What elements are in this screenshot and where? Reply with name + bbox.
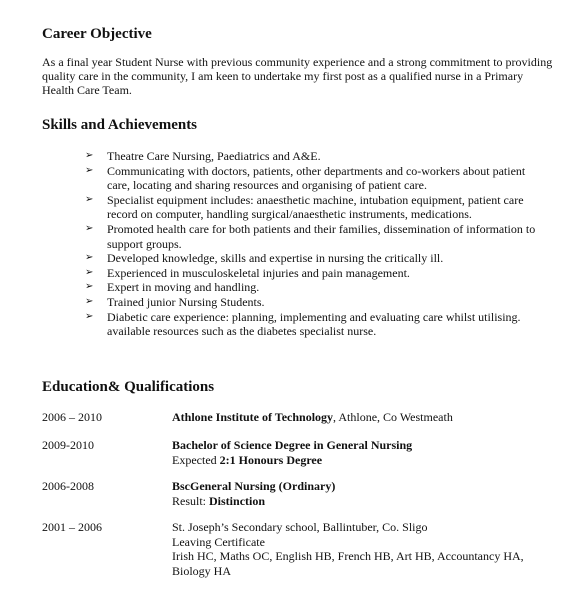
skills-list: [85, 149, 545, 339]
education-details: [172, 520, 562, 578]
skill-item: ➢ Communicating with doctors, patients, other departments and co-workers about patient care, locating and sharing resources and organising of patient care.: [85, 163, 526, 193]
education-details: [172, 410, 562, 425]
arrow-bullet-icon: ➢: [85, 252, 94, 264]
skill-item: ➢ Theatre Care Nursing, Paediatrics and A&E.: [85, 149, 321, 163]
skill-item: ➢ Diabetic care experience: planning, implementing and evaluating care whilst utilising. available resources such as the diabetes specialist nurse.: [85, 309, 521, 339]
subject-grades: Irish HC, Maths OC, English HB, French HB, Art HB, Accountancy HA,: [172, 549, 524, 563]
education-details: BscGeneral Nursing (Ordinary) Result: Distinction: [172, 479, 336, 508]
degree-result: Distinction: [209, 493, 266, 508]
arrow-bullet-icon: ➢: [85, 222, 94, 234]
arrow-bullet-icon: ➢: [85, 164, 94, 176]
career-objective-heading: Career Objective: [42, 26, 152, 42]
institution-location: , Athlone, Co Westmeath: [333, 410, 453, 424]
arrow-bullet-icon: ➢: [85, 193, 94, 205]
degree-result: 2:1 Honours Degree: [219, 452, 323, 467]
career-objective-text: As a final year Student Nurse with previous community experience and a strong commitment to providing quality care in the community, I am keen to undertake my first post as a qualified nurse in a Primary Health Care Team.: [42, 55, 553, 97]
arrow-bullet-icon: ➢: [85, 310, 94, 322]
arrow-bullet-icon: ➢: [85, 266, 94, 278]
degree-title: Bachelor of Science Degree in General Nursing: [172, 438, 413, 452]
qualification-name: Leaving Certificate: [172, 534, 265, 549]
school-name: St. Joseph’s Secondary school, Ballintuber, Co. Sligo: [172, 520, 428, 534]
education-dates: 2009-2010: [42, 438, 94, 452]
education-dates: 2006 – 2010: [42, 410, 102, 424]
subject-grades: Biology HA: [172, 563, 232, 578]
education-heading: Education& Qualifications: [42, 379, 215, 395]
education-dates: 2006-2008: [42, 479, 94, 493]
institution-name: Athlone Institute of Technology: [172, 410, 334, 424]
arrow-bullet-icon: ➢: [85, 150, 94, 161]
degree-title: BscGeneral Nursing (Ordinary): [172, 479, 336, 493]
skills-heading: Skills and Achievements: [42, 117, 198, 133]
arrow-bullet-icon: ➢: [85, 281, 94, 293]
skill-item: ➢ Promoted health care for both patients and their families, dissemination of information to support groups.: [85, 221, 536, 251]
skill-item: ➢ Specialist equipment includes: anaesthetic machine, intubation equipment, patient care record on computer, handling surgical/anaesthetic instruments, medications.: [85, 192, 524, 222]
skill-item: ➢ Trained junior Nursing Students.: [85, 294, 265, 309]
arrow-bullet-icon: ➢: [85, 295, 94, 307]
skill-item: ➢ Expert in moving and handling.: [85, 280, 260, 295]
skill-item: ➢ Developed knowledge, skills and expertise in nursing the critically ill.: [85, 251, 444, 266]
education-dates: 2001 – 2006: [42, 520, 102, 534]
education-details: Bachelor of Science Degree in General Nursing Expected 2:1 Honours Degree: [172, 438, 413, 467]
skill-item: ➢ Experienced in musculoskeletal injuries and pain management.: [85, 265, 410, 280]
